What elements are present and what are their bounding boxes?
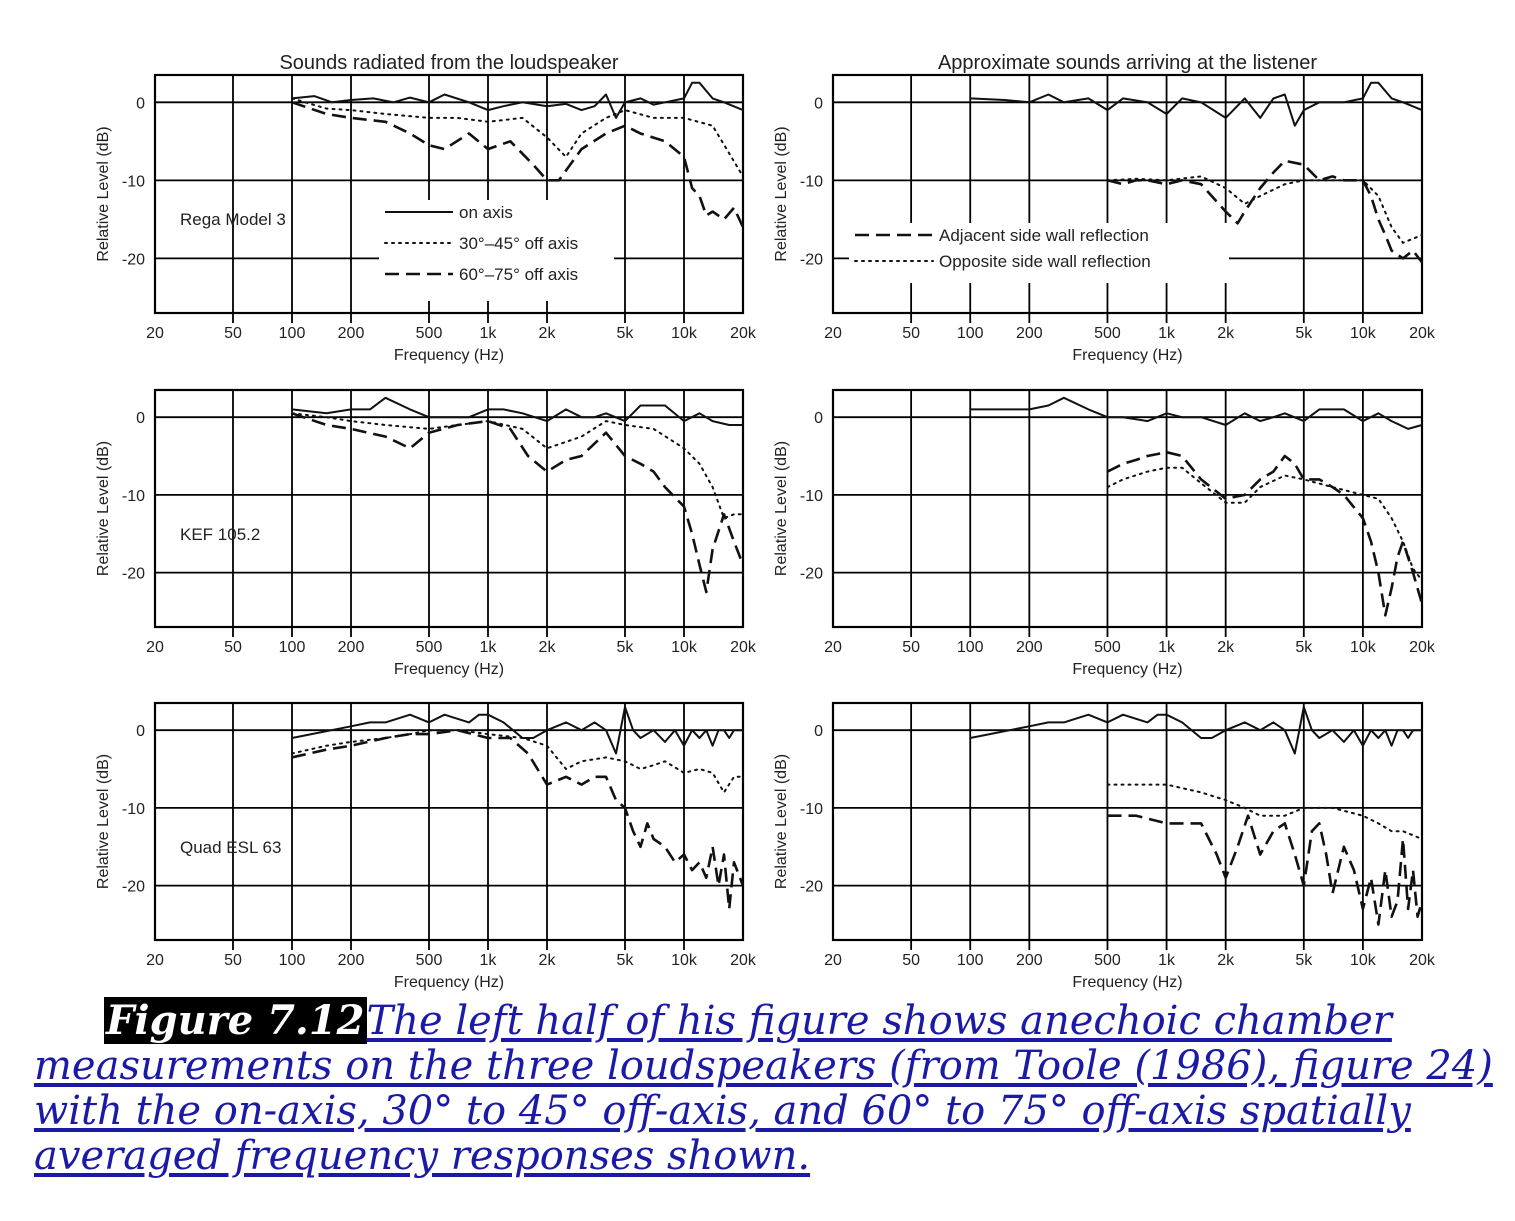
x-tick-label: 5k bbox=[1295, 639, 1313, 656]
y-tick-label: -20 bbox=[121, 251, 145, 269]
speaker-label: KEF 105.2 bbox=[180, 525, 261, 544]
x-tick-label: 10k bbox=[671, 325, 697, 342]
y-tick-label: -20 bbox=[121, 878, 145, 896]
x-tick-label: 500 bbox=[415, 952, 443, 969]
x-tick-label: 500 bbox=[1094, 325, 1121, 342]
y-tick-label: 0 bbox=[136, 95, 145, 113]
x-tick-label: 2k bbox=[1217, 639, 1235, 656]
x-tick-label: 20 bbox=[146, 325, 164, 342]
chart-panel-3 bbox=[95, 390, 757, 678]
x-axis-label: Frequency (Hz) bbox=[393, 661, 505, 678]
chart-panel-2 bbox=[773, 52, 1436, 364]
y-tick-label: 0 bbox=[136, 410, 145, 428]
x-tick-label: 500 bbox=[415, 639, 443, 656]
plot-frame bbox=[833, 390, 1422, 627]
y-tick-label: -20 bbox=[799, 565, 823, 583]
x-tick-label: 500 bbox=[1094, 639, 1121, 656]
x-tick-label: 1k bbox=[479, 639, 497, 656]
x-tick-label: 1k bbox=[1158, 639, 1176, 656]
y-axis-label: Relative Level (dB) bbox=[95, 440, 112, 577]
x-tick-label: 5k bbox=[1295, 325, 1313, 342]
y-tick-label: -10 bbox=[121, 800, 145, 818]
x-axis-label: Frequency (Hz) bbox=[393, 347, 505, 364]
y-tick-label: 0 bbox=[136, 723, 145, 741]
y-tick-label: -20 bbox=[799, 251, 823, 269]
x-tick-label: 50 bbox=[224, 639, 242, 656]
y-tick-label: -10 bbox=[121, 487, 145, 505]
x-tick-label: 200 bbox=[1015, 952, 1043, 969]
legend-label: 30°–45° off axis bbox=[459, 234, 579, 253]
x-tick-label: 2k bbox=[1217, 952, 1235, 969]
x-tick-label: 10k bbox=[1349, 325, 1376, 342]
x-axis-label: Frequency (Hz) bbox=[1072, 974, 1183, 991]
y-tick-label: -10 bbox=[799, 487, 823, 505]
legend bbox=[849, 223, 1229, 283]
y-tick-label: -20 bbox=[799, 878, 823, 896]
x-tick-label: 100 bbox=[278, 325, 306, 342]
x-tick-label: 20 bbox=[146, 952, 164, 969]
y-axis-label: Relative Level (dB) bbox=[95, 753, 112, 890]
speaker-label: Rega Model 3 bbox=[180, 210, 286, 229]
x-tick-label: 20k bbox=[1409, 325, 1435, 342]
x-tick-label: 500 bbox=[1094, 952, 1121, 969]
x-tick-label: 5k bbox=[616, 325, 634, 342]
plot-frame bbox=[155, 703, 743, 940]
x-tick-label: 100 bbox=[956, 325, 984, 342]
y-tick-label: 0 bbox=[814, 723, 823, 741]
x-tick-label: 50 bbox=[902, 639, 921, 656]
x-tick-label: 20k bbox=[1409, 952, 1435, 969]
x-tick-label: 200 bbox=[337, 952, 365, 969]
y-tick-label: -10 bbox=[799, 173, 823, 191]
legend bbox=[379, 200, 614, 301]
x-tick-label: 100 bbox=[956, 639, 984, 656]
x-tick-label: 2k bbox=[538, 639, 556, 656]
x-tick-label: 200 bbox=[1015, 325, 1043, 342]
x-tick-label: 100 bbox=[278, 952, 306, 969]
chart-panel-1 bbox=[95, 52, 757, 364]
x-tick-label: 20k bbox=[730, 325, 756, 342]
y-tick-label: 0 bbox=[814, 410, 823, 428]
x-tick-label: 5k bbox=[616, 639, 634, 656]
x-tick-label: 100 bbox=[278, 639, 306, 656]
x-tick-label: 20k bbox=[1409, 639, 1435, 656]
legend-label: 60°–75° off axis bbox=[459, 265, 579, 284]
y-tick-label: -10 bbox=[121, 173, 145, 191]
x-tick-label: 2k bbox=[1217, 325, 1235, 342]
x-axis-label: Frequency (Hz) bbox=[1072, 661, 1183, 678]
chart-panel-6 bbox=[773, 703, 1436, 991]
y-tick-label: -10 bbox=[799, 800, 823, 818]
figure-caption bbox=[34, 998, 1504, 1179]
x-tick-label: 1k bbox=[1158, 952, 1176, 969]
x-tick-label: 10k bbox=[1349, 952, 1376, 969]
chart-title: Sounds radiated from the loudspeaker bbox=[279, 52, 619, 74]
x-tick-label: 20 bbox=[824, 952, 842, 969]
x-tick-label: 100 bbox=[956, 952, 984, 969]
x-tick-label: 1k bbox=[479, 952, 497, 969]
speaker-label: Quad ESL 63 bbox=[180, 838, 282, 857]
x-tick-label: 10k bbox=[671, 952, 697, 969]
plot-frame bbox=[155, 390, 743, 627]
legend-label: Adjacent side wall reflection bbox=[939, 226, 1149, 245]
x-tick-label: 1k bbox=[479, 325, 497, 342]
x-axis-label: Frequency (Hz) bbox=[393, 974, 505, 991]
x-tick-label: 10k bbox=[1349, 639, 1376, 656]
x-tick-label: 200 bbox=[1015, 639, 1043, 656]
y-tick-label: -20 bbox=[121, 565, 145, 583]
x-tick-label: 5k bbox=[1295, 952, 1313, 969]
legend-label: Opposite side wall reflection bbox=[939, 252, 1151, 271]
x-tick-label: 10k bbox=[671, 639, 697, 656]
x-axis-label: Frequency (Hz) bbox=[1072, 347, 1183, 364]
y-axis-label: Relative Level (dB) bbox=[773, 440, 790, 577]
y-axis-label: Relative Level (dB) bbox=[95, 126, 112, 262]
legend-label: on axis bbox=[459, 203, 513, 222]
chart-panel-4 bbox=[773, 390, 1436, 678]
x-tick-label: 2k bbox=[538, 952, 556, 969]
x-tick-label: 500 bbox=[415, 325, 443, 342]
x-tick-label: 50 bbox=[902, 952, 921, 969]
x-tick-label: 1k bbox=[1158, 325, 1176, 342]
x-tick-label: 20 bbox=[824, 639, 842, 656]
x-tick-label: 20 bbox=[146, 639, 164, 656]
x-tick-label: 2k bbox=[538, 325, 556, 342]
x-tick-label: 20k bbox=[730, 952, 756, 969]
x-tick-label: 50 bbox=[224, 325, 242, 342]
plot-frame bbox=[833, 703, 1422, 940]
y-tick-label: 0 bbox=[814, 95, 823, 113]
caption-label: Figure 7.12 bbox=[106, 997, 365, 1044]
y-axis-label: Relative Level (dB) bbox=[773, 126, 790, 262]
x-tick-label: 50 bbox=[902, 325, 921, 342]
chart-panel-5 bbox=[95, 703, 757, 991]
x-tick-label: 50 bbox=[224, 952, 242, 969]
x-tick-label: 20 bbox=[824, 325, 842, 342]
x-tick-label: 20k bbox=[730, 639, 756, 656]
chart-title: Approximate sounds arriving at the listener bbox=[937, 52, 1318, 74]
y-axis-label: Relative Level (dB) bbox=[773, 753, 790, 890]
x-tick-label: 5k bbox=[616, 952, 634, 969]
x-tick-label: 200 bbox=[337, 325, 365, 342]
x-tick-label: 200 bbox=[337, 639, 365, 656]
caption-text[interactable]: The left half of his figure shows anechoic chamber measurements on the three loudspeakers (from Toole (1986), figure 24) with the on-axis, 30° to 45° off-axis, and 60° to 75° off-axis spatially averaged frequency responses shown. bbox=[34, 998, 1493, 1179]
